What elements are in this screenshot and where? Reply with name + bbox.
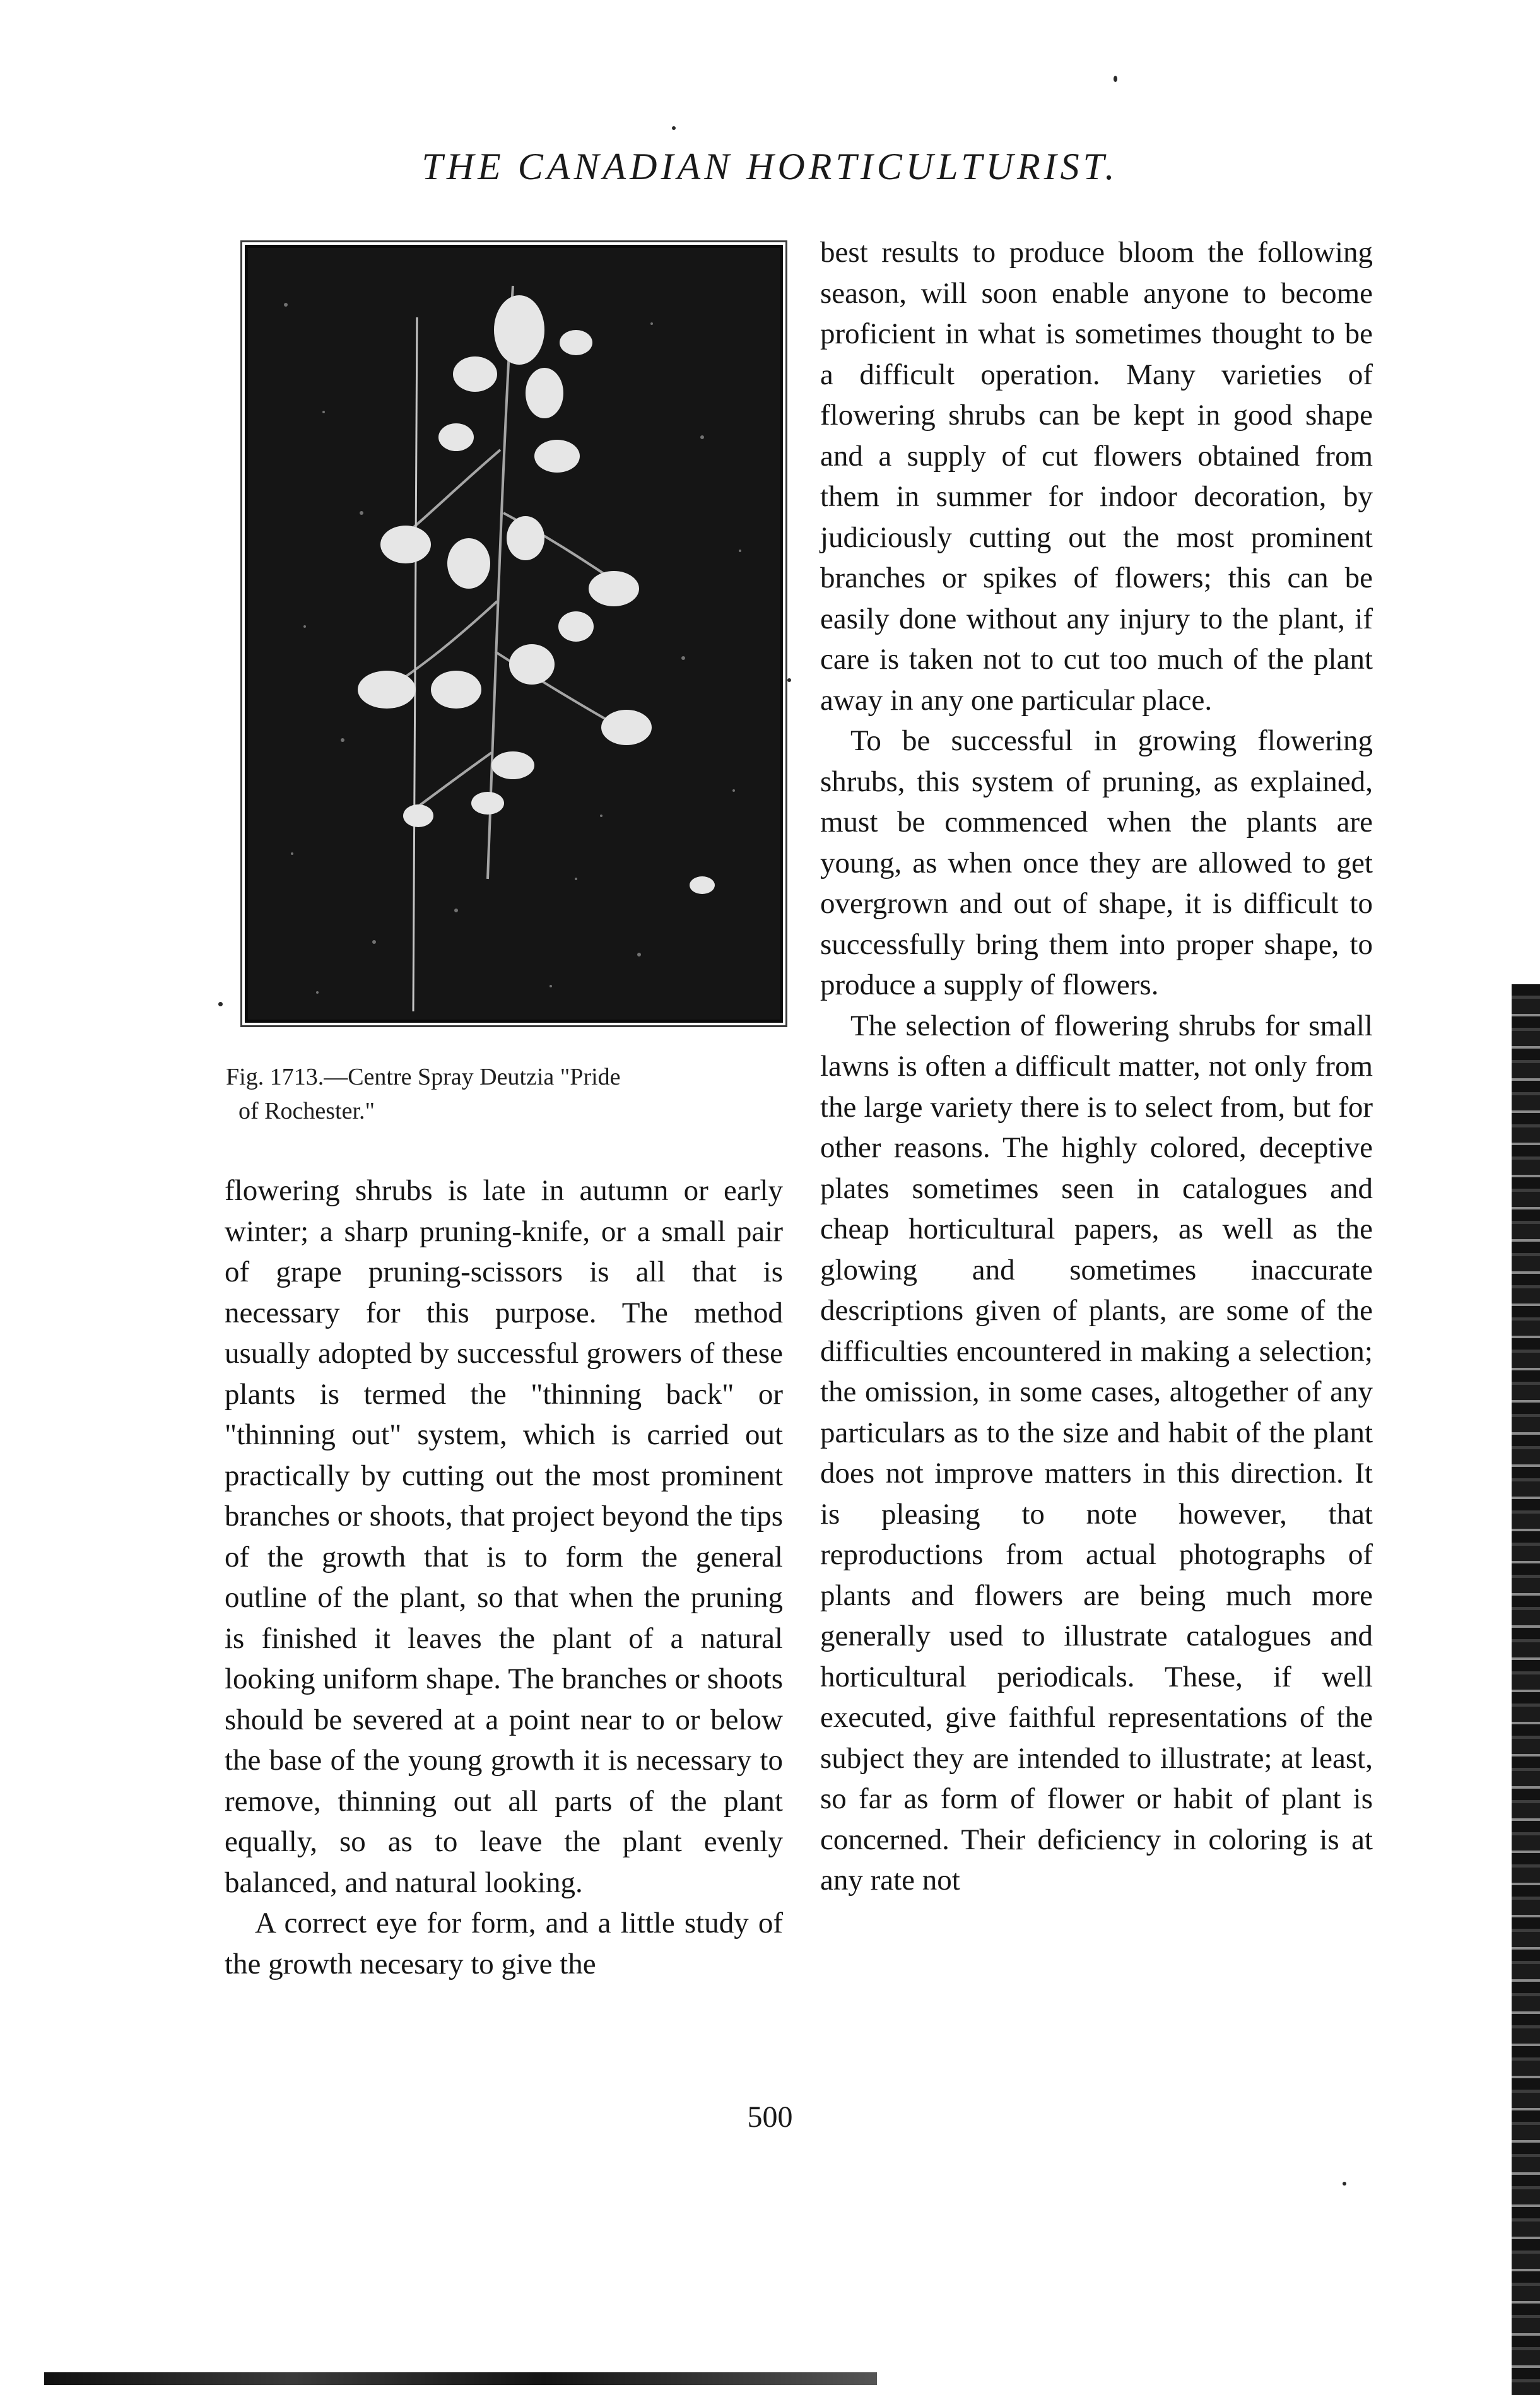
- caption-line-1: Fig. 1713.—Centre Spray Deutzia "Pride: [226, 1064, 621, 1090]
- right-paragraph: To be successful in growing flowering shrubs, this system of pruning, as explained, must be commenced when the plants are young, as when once they are allowed to get overgrown and out of shape, it is difficult to successfully bring them into proper shape, to produce a supply of flowers.: [820, 724, 1373, 1001]
- left-paragraph: flowering shrubs is late in autumn or early winter; a sharp pruning-knife, or a small pair of grape pruning-scissors is all that is necessary for this purpose. The method usually adopted by successful growers of these plants is termed the "thinning back" or "thinning out" system, which is carried out practically by cutting out the most prominent branches or shoots, that project beyond the tips of the growth that is to form the general outline of the plant, so that when the pruning is finished it leaves the plant of a natural looking uniform shape. The branches or shoots should be severed at a point near to or below the base of the young growth it is necessary to remove, thinning out all parts of the plant equally, so as to leave the plant evenly balanced, and natural looking.: [225, 1174, 783, 1899]
- left-column-text: [225, 1170, 783, 1984]
- figure-caption: [226, 1060, 784, 1128]
- right-paragraph: best results to produce bloom the following season, will soon enable anyone to become proficient in what is sometimes thought to be a difficult operation. Many varieties of flowering shrubs can be kept in good shape and a supply of cut flowers obtained from them in summer for indoor decoration, by judiciously cutting out the most prominent branches or spikes of flowers; this can be easily done without any injury to the plant, if care is taken not to cut too much of the plant away in any one particular place.: [820, 236, 1373, 717]
- scan-speck: [672, 126, 676, 130]
- right-column-text: [820, 232, 1373, 1901]
- figure-deutzia-photo: [245, 245, 783, 1023]
- page-number: 500: [747, 2100, 793, 2134]
- scan-edge-right: [1512, 984, 1540, 2395]
- scan-speck: [1114, 76, 1117, 82]
- running-head: THE CANADIAN HORTICULTURIST.: [421, 146, 1119, 187]
- right-paragraph: The selection of flowering shrubs for small lawns is often a difficult matter, not only from the large variety there is to select from, but for other reasons. The highly colored, deceptive plates sometimes seen in catalogues and cheap horticultural papers, as well as the glowing and sometimes inaccurate descriptions given of plants, are some of the difficulties encountered in making a selection; the omission, in some cases, altogether of any particulars as to the size and habit of the plant does not improve matters in this direction. It is pleasing to note however, that reproductions from actual photographs of plants and flowers are being much more generally used to illustrate catalogues and horticultural periodicals. These, if well executed, give faithful representations of the subject they are intended to illustrate; at least, so far as form of flower or habit of plant is concerned. Their deficiency in coloring is at any rate not: [820, 1009, 1373, 1897]
- deutzia-spray-illustration: [248, 248, 780, 1020]
- scan-speck: [1343, 2182, 1346, 2186]
- scan-edge-bottom: [44, 2372, 877, 2385]
- scan-speck: [218, 1002, 223, 1006]
- caption-line-2: of Rochester.": [238, 1098, 375, 1124]
- left-paragraph: A correct eye for form, and a little study of the growth necesary to give the: [225, 1907, 783, 1980]
- scan-speck: [787, 678, 791, 682]
